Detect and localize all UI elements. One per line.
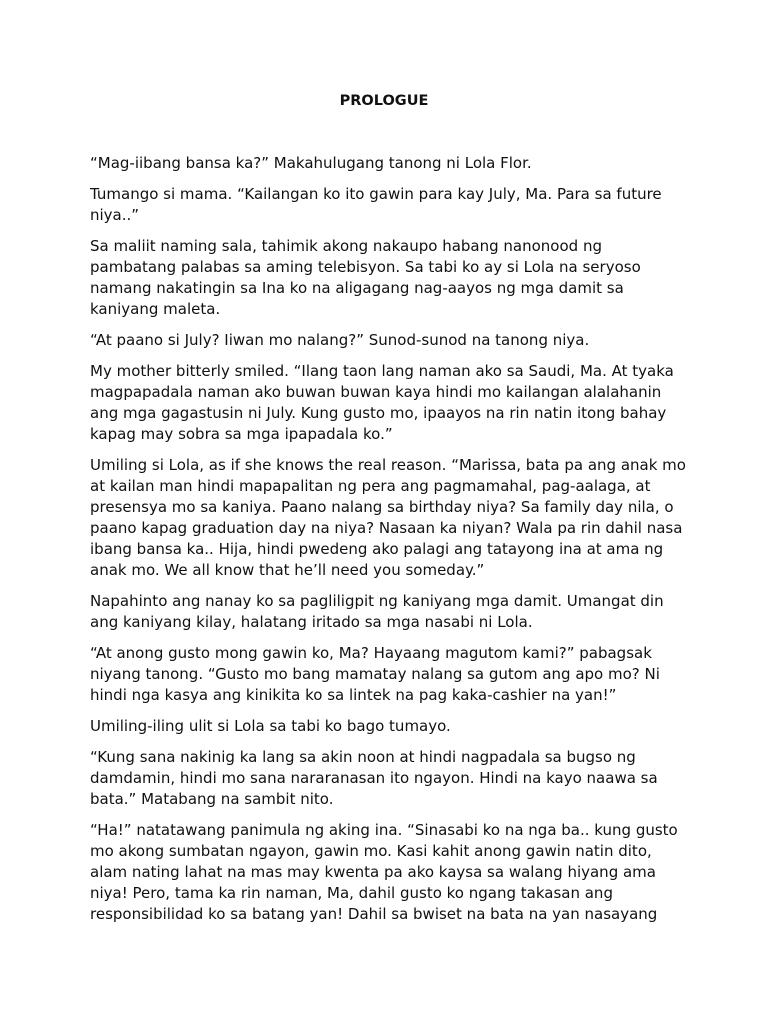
paragraph: Tumango si mama. “Kailangan ko ito gawin para kay July, Ma. Para sa future niya..” — [90, 185, 662, 224]
paragraph: Umiling si Lola, as if she knows the real reason. “Marissa, bata pa ang anak mo at kailan man hindi mapapalitan ng pera ang pagmamahal, pag-aalaga, at presensya mo sa kaniya. Paano nalang sa birthday niya? Sa family day nila, o paano kapag graduation day na niya? Nasaan ka niyan? Wala pa rin dahil nasa ibang bansa ka.. Hija, hindi pwedeng ako palagi ang tatayong ina at ama ng anak mo. We all know that he’ll need you someday.” — [90, 456, 686, 579]
paragraph: “At anong gusto mong gawin ko, Ma? Hayaang magutom kami?” pabagsak niyang tanong. “Gusto mo bang mamatay nalang sa gutom ang apo mo? Ni hindi nga kasya ang kinikita ko sa lintek na pag kaka-cashier na yan!” — [90, 644, 660, 704]
paragraph: “At paano si July? Iiwan mo nalang?” Sunod-sunod na tanong niya. — [90, 331, 590, 349]
paragraph: My mother bitterly smiled. “Ilang taon lang naman ako sa Saudi, Ma. At tyaka magpapadala naman ako buwan buwan kaya hindi mo kailangan alalahanin ang mga gagastusin ni July. Kung gusto mo, ipaayos na rin natin itong bahay kapag may sobra sa mga ipapadala ko.” — [90, 362, 674, 443]
paragraph: “Mag-iibang bansa ka?” Makahulugang tanong ni Lola Flor. — [90, 154, 532, 172]
paragraph: “Ha!” natatawang panimula ng aking ina. “Sinasabi ko na nga ba.. kung gusto mo akong sumbatan ngayon, gawin mo. Kasi kahit anong gawin natin dito, alam nating lahat na mas may kwenta pa ako kaysa sa walang hiyang ama niya! Pero, tama ka rin naman, Ma, dahil gusto ko ngang takasan ang responsibilidad ko sa batang yan! Dahil sa bwiset na bata na yan nasayang — [90, 821, 678, 923]
page-title: PROLOGUE — [339, 93, 429, 109]
paragraph: “Kung sana nakinig ka lang sa akin noon at hindi nagpadala sa bugso ng damdamin, hindi mo sana nararanasan ito ngayon. Hindi na kayo naawa sa bata.” Matabang na sambit nito. — [90, 748, 658, 808]
paragraph: Sa maliit naming sala, tahimik akong nakaupo habang nanonood ng pambatang palabas sa aming telebisyon. Sa tabi ko ay si Lola na seryoso namang nakatingin sa Ina ko na aligagang nag-aayos ng mga damit sa kaniyang maleta. — [90, 237, 641, 318]
body-text — [90, 153, 690, 935]
paragraph: Umiling-iling ulit si Lola sa tabi ko bago tumayo. — [90, 717, 451, 735]
paragraph: Napahinto ang nanay ko sa pagliligpit ng kaniyang mga damit. Umangat din ang kaniyang kilay, halatang iritado sa mga nasabi ni Lola. — [90, 592, 664, 631]
